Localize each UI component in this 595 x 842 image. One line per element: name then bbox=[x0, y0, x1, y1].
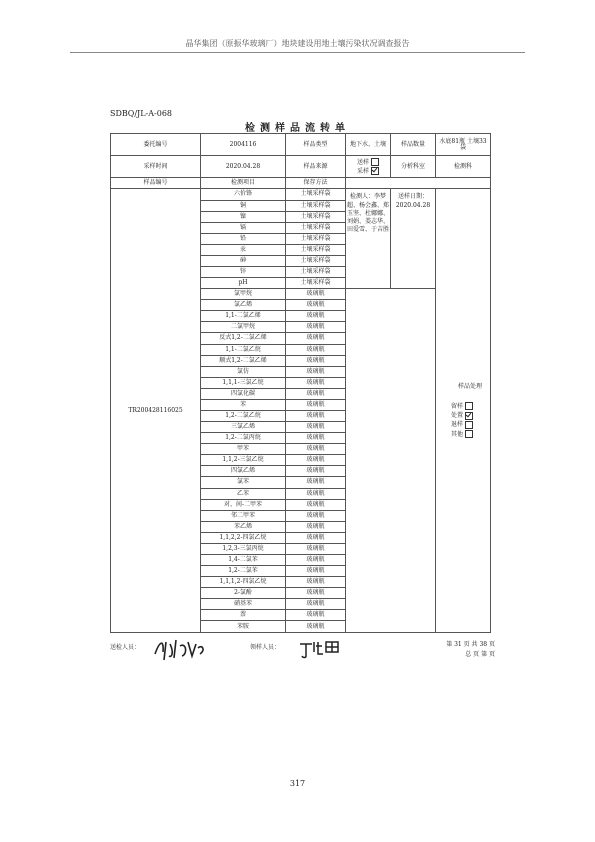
storage-method: 玻璃瓶 bbox=[286, 455, 346, 466]
test-item-name: pH bbox=[201, 278, 286, 289]
sampling-time-label: 采样时间 bbox=[111, 156, 201, 178]
storage-method: 土壤采样袋 bbox=[286, 189, 346, 200]
test-item-name: 邻二甲苯 bbox=[201, 510, 286, 521]
test-item-name: 氯仿 bbox=[201, 366, 286, 377]
test-item-name: 氯乙烯 bbox=[201, 300, 286, 311]
test-item-name: 二氯甲烷 bbox=[201, 322, 286, 333]
storage-method: 玻璃瓶 bbox=[286, 466, 346, 477]
form-footer bbox=[110, 640, 495, 664]
test-item-name: 1,1-二氯乙烯 bbox=[201, 311, 286, 322]
test-item-name: 1,1,2,2-四氯乙烷 bbox=[201, 532, 286, 543]
storage-method: 土壤采样袋 bbox=[286, 222, 346, 233]
storage-method: 玻璃瓶 bbox=[286, 599, 346, 610]
storage-method: 玻璃瓶 bbox=[286, 289, 346, 300]
report-header: 晶华集团（原振华玻璃厂）地块建设用地土壤污染状况调查报告 bbox=[185, 39, 410, 48]
test-item-name: 1,1,1-三氯乙烷 bbox=[201, 377, 286, 388]
storage-method: 玻璃瓶 bbox=[286, 377, 346, 388]
sample-source-label: 样品来源 bbox=[286, 156, 346, 178]
disposal-option bbox=[451, 420, 489, 429]
disposal-cell bbox=[436, 189, 491, 633]
test-item-name: 甲苯 bbox=[201, 444, 286, 455]
test-item-name: 苯 bbox=[201, 399, 286, 410]
test-item-name: 四氯化碳 bbox=[201, 388, 286, 399]
test-item-name: 砷 bbox=[201, 255, 286, 266]
test-item-name: 汞 bbox=[201, 244, 286, 255]
disposal-title: 样品处理 bbox=[457, 383, 482, 391]
test-item-name: 六价铬 bbox=[201, 189, 286, 200]
storage-method: 土壤采样袋 bbox=[286, 200, 346, 211]
page-info-line1: 第 31 页 共 38 页 bbox=[446, 641, 495, 648]
sender-label: 送检人员： bbox=[110, 644, 141, 651]
test-item-name: 1,4-二氯苯 bbox=[201, 555, 286, 566]
storage-method: 玻璃瓶 bbox=[286, 488, 346, 499]
disposal-checkbox[interactable] bbox=[465, 421, 473, 429]
page-info-line2: 总 页 第 页 bbox=[465, 650, 495, 658]
commission-no-label: 委托编号 bbox=[111, 134, 201, 156]
storage-method: 玻璃瓶 bbox=[286, 344, 346, 355]
storage-method: 玻璃瓶 bbox=[286, 388, 346, 399]
storage-method: 玻璃瓶 bbox=[286, 333, 346, 344]
page-info bbox=[446, 640, 495, 659]
source-option-delivered: 送样 bbox=[356, 158, 369, 166]
receiver-label: 领样人员： bbox=[250, 644, 281, 651]
test-item-name: 氯甲烷 bbox=[201, 289, 286, 300]
header-blank bbox=[346, 178, 491, 189]
test-item-name: 1,1,1,2-四氯乙烷 bbox=[201, 577, 286, 588]
receiver-signature bbox=[298, 638, 342, 660]
storage-method-header: 保存方法 bbox=[286, 178, 346, 189]
storage-method: 玻璃瓶 bbox=[286, 410, 346, 421]
test-item-name: 1,2-二氯乙烷 bbox=[201, 410, 286, 421]
disposal-checkbox[interactable] bbox=[465, 402, 473, 410]
test-item-name: 乙苯 bbox=[201, 488, 286, 499]
sender-signature bbox=[152, 636, 210, 662]
test-item-name: 苯乙烯 bbox=[201, 521, 286, 532]
lab-value: 检测科 bbox=[436, 156, 491, 178]
sample-qty-label: 样品数量 bbox=[391, 134, 436, 156]
test-item-name: 萘 bbox=[201, 610, 286, 621]
storage-method: 土壤采样袋 bbox=[286, 255, 346, 266]
storage-method: 玻璃瓶 bbox=[286, 355, 346, 366]
page-number: 317 bbox=[289, 779, 306, 788]
sample-transfer-table bbox=[110, 133, 490, 633]
source-delivered-checkbox[interactable] bbox=[371, 158, 379, 166]
disposal-checkbox[interactable] bbox=[465, 412, 473, 420]
test-item-header: 检测项目 bbox=[201, 178, 286, 189]
test-item-name: 镉 bbox=[201, 222, 286, 233]
form-title: 检测样品流转单 bbox=[245, 123, 350, 134]
sample-no-header: 样品编号 bbox=[111, 178, 201, 189]
storage-method: 玻璃瓶 bbox=[286, 588, 346, 599]
source-option-sampled: 采样 bbox=[356, 167, 369, 175]
disposal-option-label: 处置 bbox=[451, 412, 464, 420]
test-item-name: 铅 bbox=[201, 233, 286, 244]
blank-area bbox=[346, 289, 436, 633]
header-divider bbox=[70, 52, 525, 53]
storage-method: 玻璃瓶 bbox=[286, 555, 346, 566]
sample-source-options bbox=[346, 156, 391, 178]
storage-method: 玻璃瓶 bbox=[286, 433, 346, 444]
test-item-name: 镍 bbox=[201, 211, 286, 222]
disposal-checkbox[interactable] bbox=[465, 430, 473, 438]
test-item-name: 1,2-二氯丙烷 bbox=[201, 433, 286, 444]
test-item-name: 锌 bbox=[201, 266, 286, 277]
storage-method: 玻璃瓶 bbox=[286, 510, 346, 521]
test-item-name: 1,2,3-三氯丙烷 bbox=[201, 543, 286, 554]
storage-method: 玻璃瓶 bbox=[286, 532, 346, 543]
storage-method: 玻璃瓶 bbox=[286, 399, 346, 410]
storage-method: 玻璃瓶 bbox=[286, 477, 346, 488]
storage-method: 玻璃瓶 bbox=[286, 621, 346, 633]
test-item-name: 1,2-二氯苯 bbox=[201, 566, 286, 577]
delivery-note bbox=[391, 189, 436, 289]
item-row bbox=[111, 189, 491, 200]
sampling-time-value: 2020.04.28 bbox=[201, 156, 286, 178]
form-code: SDBQ/JL-A-068 bbox=[110, 109, 172, 118]
disposal-option bbox=[451, 430, 489, 439]
disposal-block bbox=[437, 382, 489, 438]
test-item-name: 对、间-二甲苯 bbox=[201, 499, 286, 510]
storage-method: 玻璃瓶 bbox=[286, 422, 346, 433]
test-item-name: 1,1,2-三氯乙烷 bbox=[201, 455, 286, 466]
test-item-name: 反式1,2-二氯乙烯 bbox=[201, 333, 286, 344]
storage-method: 玻璃瓶 bbox=[286, 566, 346, 577]
lab-label: 分析科室 bbox=[391, 156, 436, 178]
storage-method: 玻璃瓶 bbox=[286, 444, 346, 455]
disposal-option-label: 留样 bbox=[451, 402, 464, 410]
disposal-option bbox=[451, 411, 489, 420]
disposal-option bbox=[451, 402, 489, 411]
test-item-name: 铜 bbox=[201, 200, 286, 211]
storage-method: 土壤采样袋 bbox=[286, 266, 346, 277]
sample-number-cell: TR200428116025 bbox=[111, 189, 201, 633]
disposal-option-label: 退样 bbox=[451, 421, 464, 429]
test-item-name: 2-氯酚 bbox=[201, 588, 286, 599]
storage-method: 玻璃瓶 bbox=[286, 577, 346, 588]
storage-method: 土壤采样袋 bbox=[286, 244, 346, 255]
disposal-option-label: 其他 bbox=[451, 430, 464, 438]
test-item-name: 1,1-二氯乙烷 bbox=[201, 344, 286, 355]
delivery-date-value: 2020.04.28 bbox=[395, 201, 431, 209]
storage-method: 玻璃瓶 bbox=[286, 366, 346, 377]
commission-no-value: 2004116 bbox=[201, 134, 286, 156]
storage-method: 土壤采样袋 bbox=[286, 233, 346, 244]
sample-qty-value: 水底81瓶 土壤33袋 bbox=[436, 134, 491, 156]
storage-method: 玻璃瓶 bbox=[286, 610, 346, 621]
delivery-date-label: 送样日期： bbox=[397, 193, 428, 201]
sample-type-value: 地下水、土壤 bbox=[346, 134, 391, 156]
test-item-name: 氯苯 bbox=[201, 477, 286, 488]
storage-method: 玻璃瓶 bbox=[286, 543, 346, 554]
storage-method: 土壤采样袋 bbox=[286, 211, 346, 222]
storage-method: 玻璃瓶 bbox=[286, 311, 346, 322]
storage-method: 玻璃瓶 bbox=[286, 521, 346, 532]
inspector-note: 检测人：李梦超、杨会鑫、郑玉坚、杜娜娜、刘娟、娄志华、田爱雪、于吉胜 bbox=[346, 189, 391, 289]
test-item-name: 三氯乙烯 bbox=[201, 422, 286, 433]
storage-method: 玻璃瓶 bbox=[286, 499, 346, 510]
test-item-name: 顺式1,2-二氯乙烯 bbox=[201, 355, 286, 366]
sample-type-label: 样品类型 bbox=[286, 134, 346, 156]
storage-method: 玻璃瓶 bbox=[286, 322, 346, 333]
test-item-name: 苯胺 bbox=[201, 621, 286, 633]
test-item-name: 硝基苯 bbox=[201, 599, 286, 610]
test-item-name: 四氯乙烯 bbox=[201, 466, 286, 477]
source-sampled-checkbox[interactable] bbox=[371, 167, 379, 175]
storage-method: 玻璃瓶 bbox=[286, 300, 346, 311]
storage-method: 土壤采样袋 bbox=[286, 278, 346, 289]
